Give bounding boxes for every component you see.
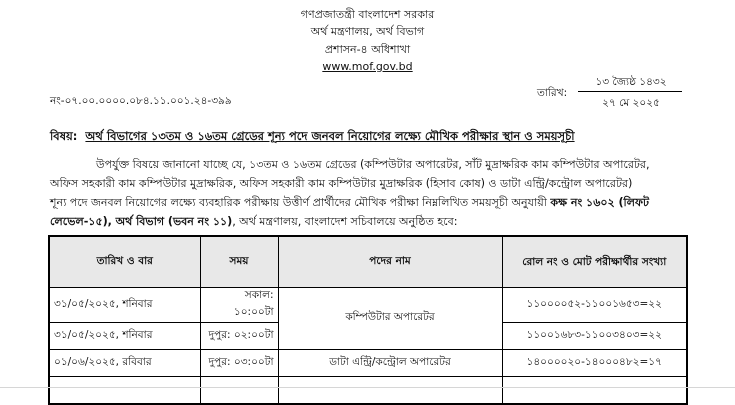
table-header-row [49, 236, 687, 288]
row-date: ০১/০৬/২০২৫, রবিবার [49, 350, 200, 377]
header-date: তারিখ ও বার [49, 236, 200, 288]
row-date: ৩১/০৫/২০২৫, শনিবার [49, 323, 200, 350]
body-line-3 [50, 194, 649, 213]
section-name: প্রশাসন-৪ অধিশাখা [324, 43, 411, 56]
header-roll: রোল নং ও মোট পরীক্ষার্থীর সংখ্যা [502, 236, 687, 288]
schedule-table [48, 235, 688, 405]
subject-label: বিষয়: [50, 129, 78, 143]
date-bangla: ১৩ জ্যৈষ্ঠ ১৪৩২ [595, 76, 667, 88]
row-date: ৩১/০৫/২০২৫, শনিবার [49, 288, 200, 323]
website-link[interactable]: www.mof.gov.bd [322, 60, 413, 73]
memo-number: নং-০৭.০০.০০০০.০৮৪.১১.০০১.২৪-৩৯৯ [50, 95, 232, 107]
row-time: দুপুর: ০৩:০০টা [200, 350, 278, 377]
subject-text: অর্থ বিভাগের ১৩তম ও ১৬তম গ্রেডের শূন্য পদে জনবল নিয়োগের লক্ষ্যে মৌখিক পরীক্ষার স্থান ও সময়সূচী [85, 129, 575, 143]
row-roll: ১১০০০০৫২-১১০০১৬৫৩=২২ [502, 288, 687, 323]
body-line-3-text: শূন্য পদে জনবল নিয়োগের লক্ষ্যে ব্যবহারিক পরীক্ষায় উত্তীর্ণ প্রার্থীদের মৌখিক পরীক্ষা নিম্নলিখিত সময়সূচী অনুযায়ী [50, 196, 547, 209]
body-line-2: অফিস সহকারী কাম কম্পিউটার মুদ্রাক্ষরিক, অফিস সহকারী কাম কম্পিউটার মুদ্রাক্ষরিক (হিসাব কোষ) ও ডাটা এন্ট্রি/কন্ট্রোল অপারেটর) [50, 177, 633, 190]
date-divider [578, 91, 682, 92]
row-roll: ১১০০১৬৮৩-১১০০৩৪০৩=২২ [502, 323, 687, 350]
body-line-4 [50, 213, 457, 232]
page-fold-line [0, 387, 735, 388]
govt-name: গণপ্রজাতন্ত্রী বাংলাদেশ সরকার [300, 8, 435, 21]
venue-building: লেভেল-১৫), অর্থ বিভাগ (ভবন নং ১১) [50, 215, 233, 228]
date-gregorian: ২৭ মে ২০২৫ [602, 97, 660, 109]
row-post: ডাটা এন্ট্রি/কন্ট্রোল অপারেটর [278, 350, 502, 377]
row-post-merged: কম্পিউটার অপারেটর [278, 288, 502, 350]
header-time: সময় [200, 236, 278, 288]
room-number: কক্ষ নং ১৬০২ (লিফট [550, 196, 650, 209]
venue-rest: , অর্থ মন্ত্রণালয়, বাংলাদেশ সচিবালয়ে অনুষ্ঠিত হবে: [232, 215, 458, 228]
row-time: সকাল: ১০:০০টা [200, 288, 278, 323]
table-row [49, 288, 687, 323]
header-post: পদের নাম [278, 236, 502, 288]
row-time: দুপুর: ০২:০০টা [200, 323, 278, 350]
body-line-1: উপর্যুক্ত বিষয়ে জানানো যাচ্ছে যে, ১৩তম ও ১৬তম গ্রেডের (কম্পিউটার অপারেটর, সাঁট মুদ্রাক্ষরিক কাম কম্পিউটার অপারেটর, [96, 158, 650, 171]
date-label: তারিখ: [537, 87, 568, 99]
subject-line [50, 128, 575, 147]
ministry-name: অর্থ মন্ত্রণালয়, অর্থ বিভাগ [310, 25, 425, 38]
row-roll: ১৪০০০০২০-১৪০০০৪৮২=১৭ [502, 350, 687, 377]
table-row [49, 350, 687, 377]
